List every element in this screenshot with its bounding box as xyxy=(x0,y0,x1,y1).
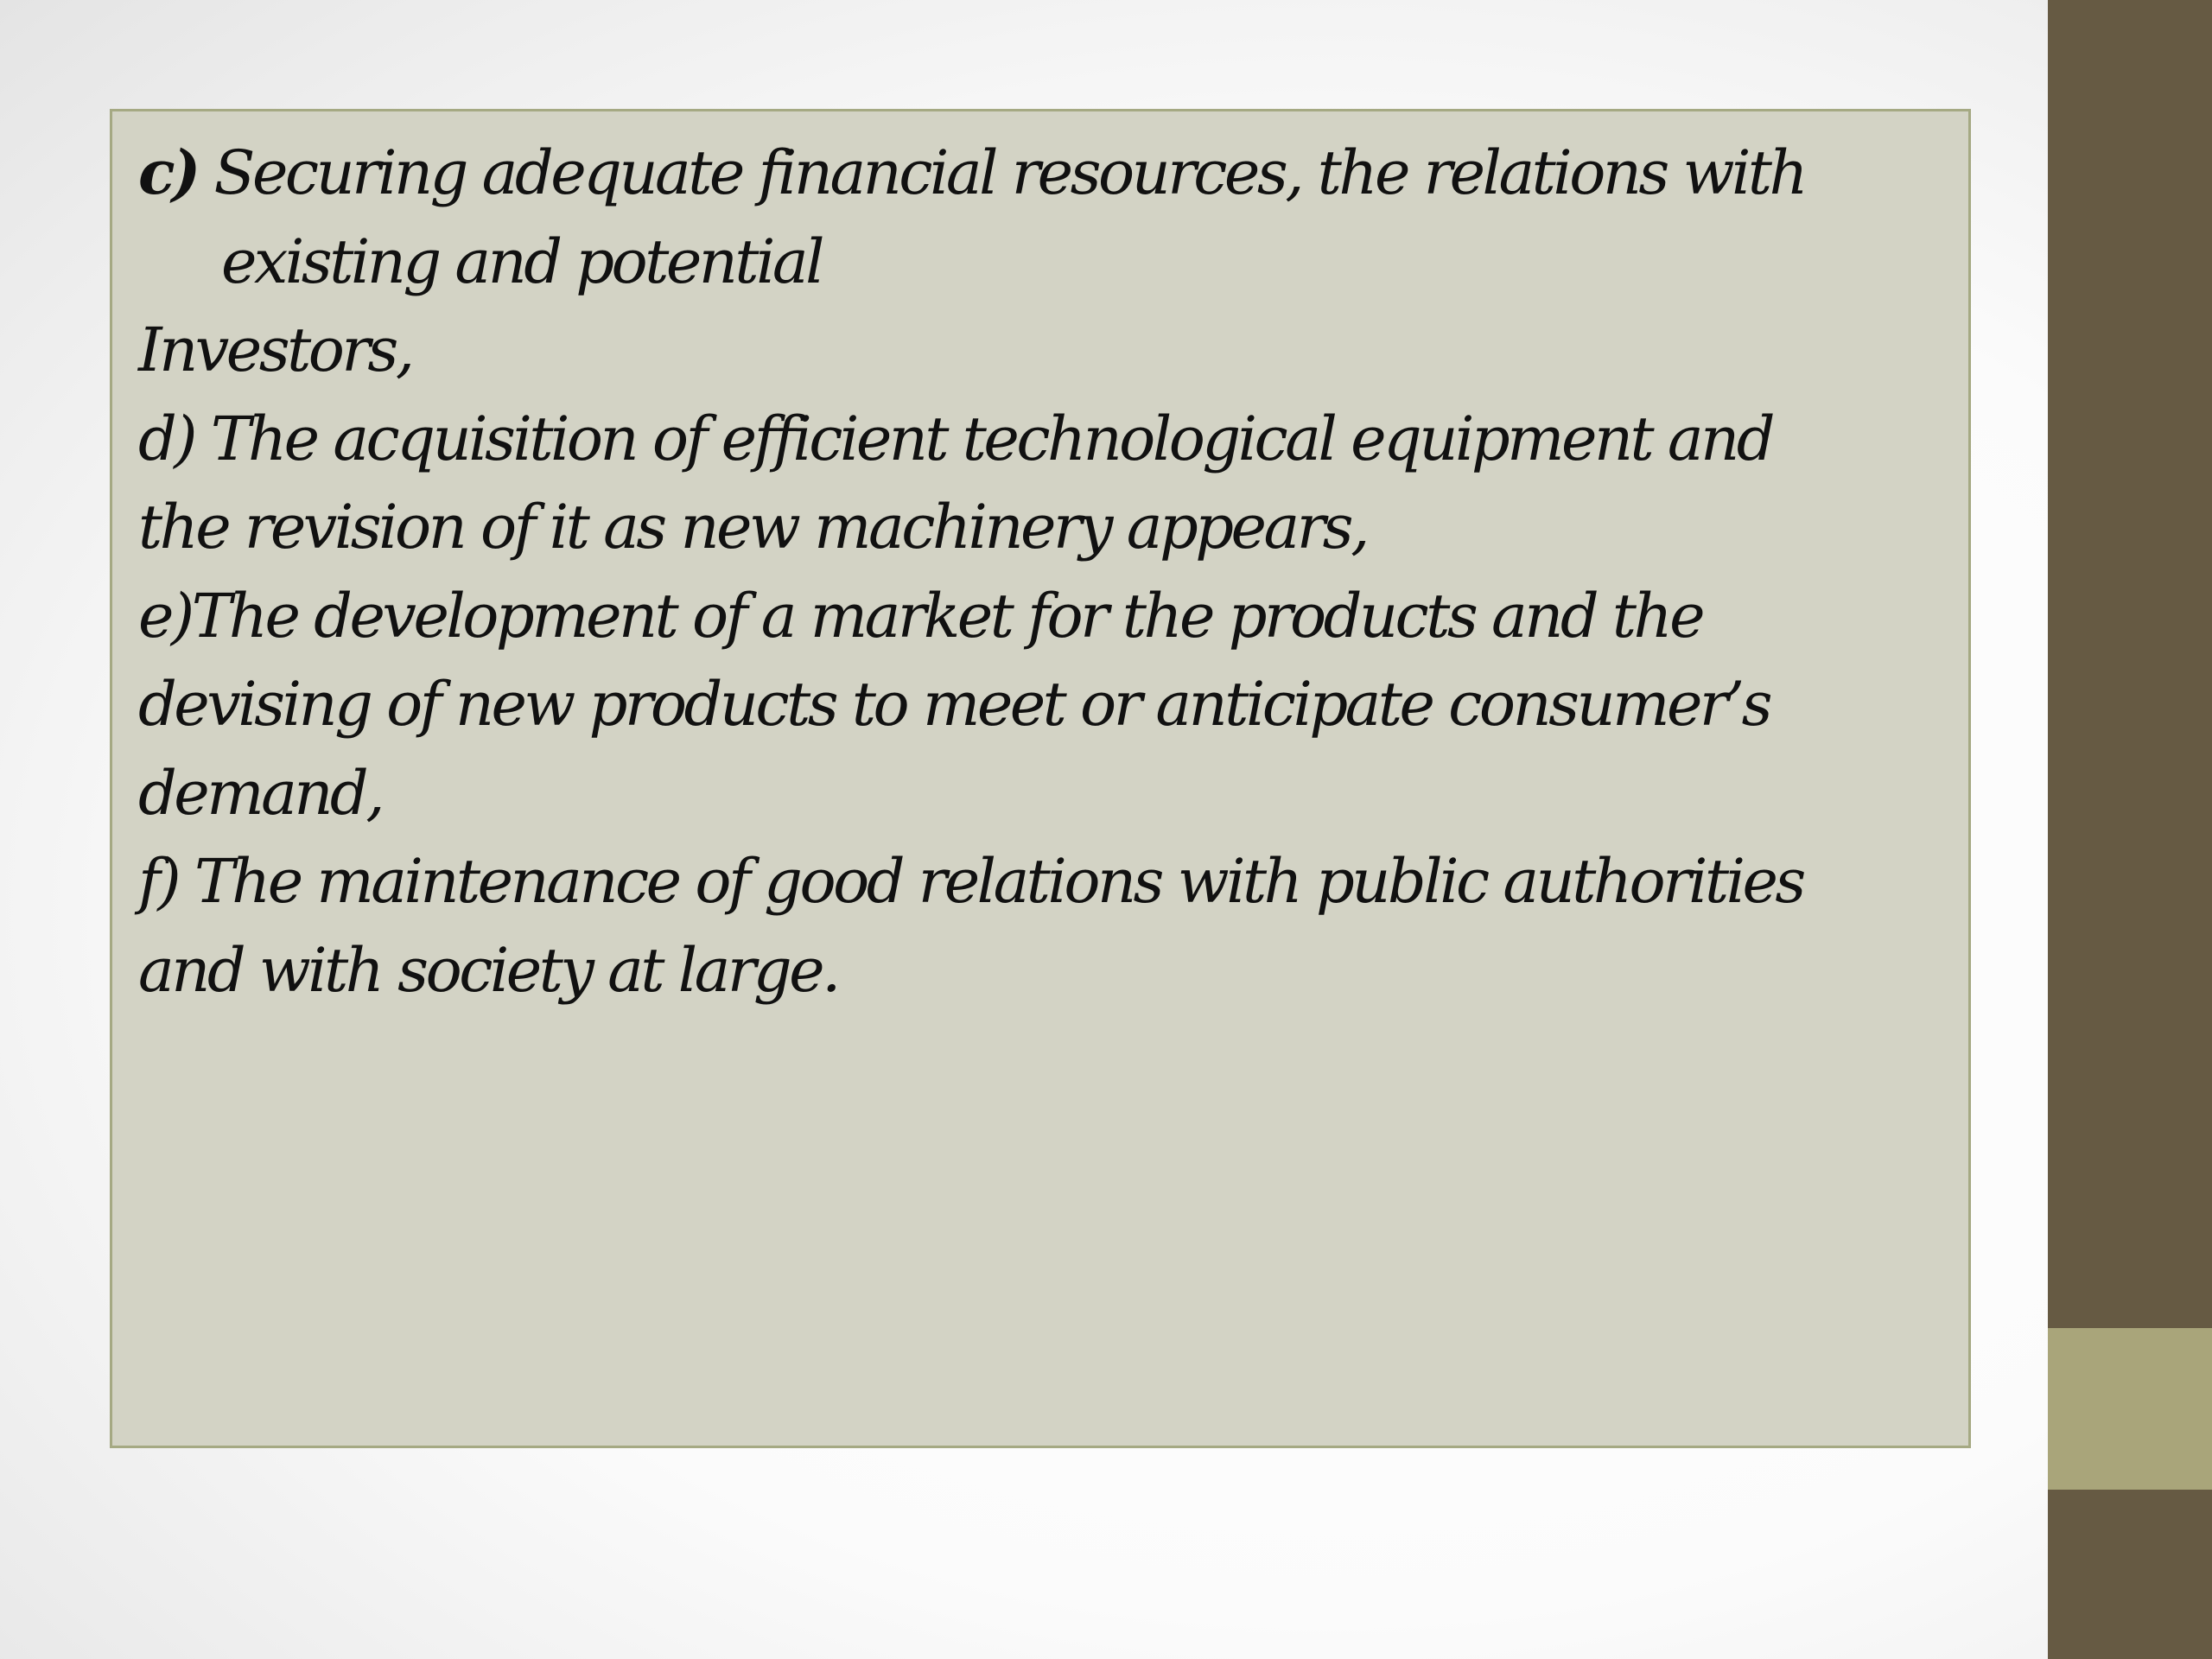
text-line-f: f) The maintenance of good relations with public authorities xyxy=(138,846,1803,917)
text-line-d-continued: the revision of it as new machinery appears, xyxy=(138,492,1367,563)
item-c-prefix: c) xyxy=(138,137,198,208)
text-line-investors: Investors, xyxy=(138,315,412,385)
item-c-text: Securing adequate financial resources, the relations with xyxy=(197,137,1806,208)
text-line-f-continued: and with society at large. xyxy=(138,934,838,1006)
slide-content-box xyxy=(110,109,1971,1448)
text-line-d: d) The acquisition of efficient technological equipment and xyxy=(138,403,1773,474)
text-line-e-continued: devising of new products to meet or anticipate consumer’s xyxy=(138,669,1770,740)
text-line-c xyxy=(138,129,1946,218)
side-band-accent xyxy=(2048,1328,2212,1490)
text-line-e: e)The development of a market for the products and the xyxy=(138,580,1703,652)
text-line-e-end: demand, xyxy=(138,757,382,829)
text-line-c-continued: existing and potential xyxy=(221,226,822,297)
